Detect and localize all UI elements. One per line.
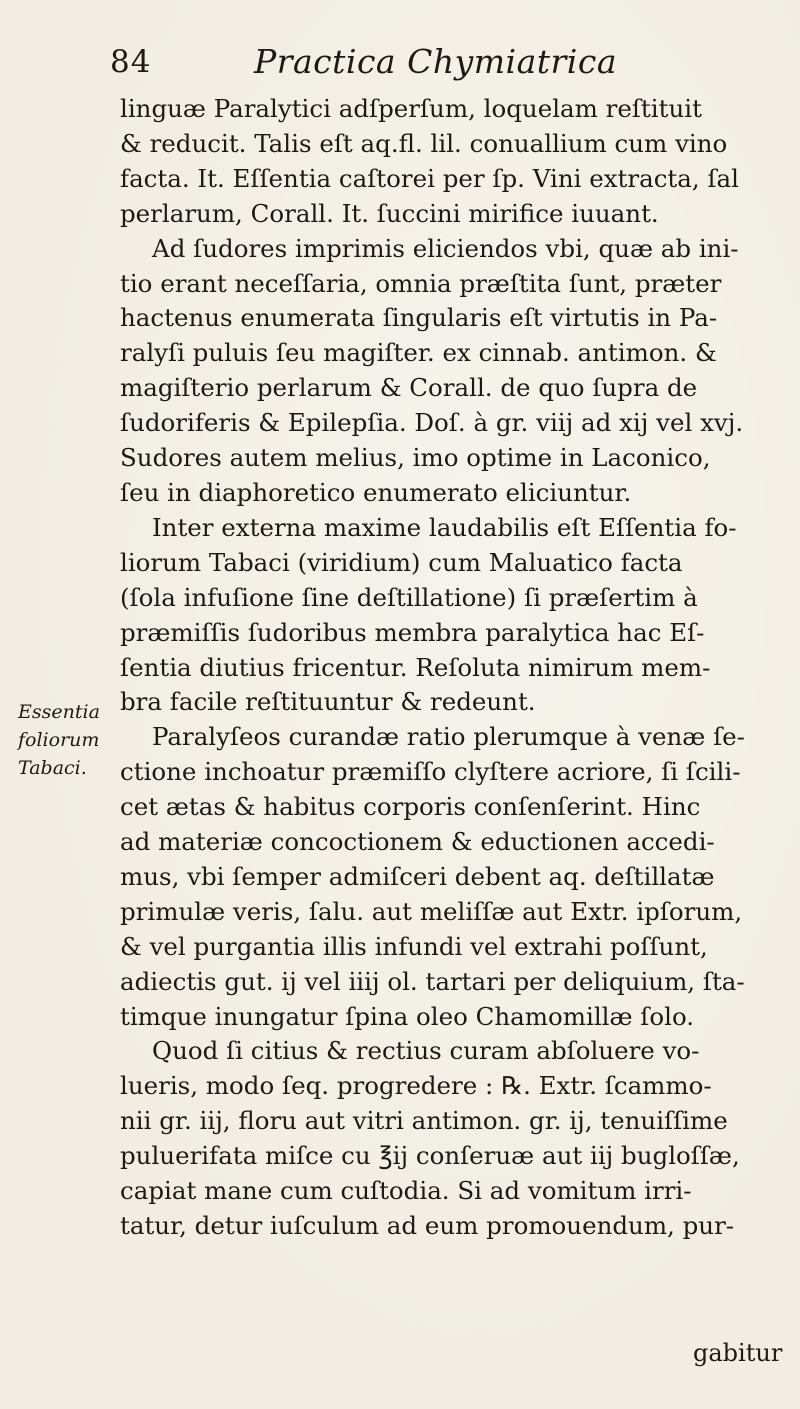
text-line: (ſola infuſione ſine deſtillatione) ſi præſertim à bbox=[120, 582, 698, 612]
text-line: magiſterio perlarum & Corall. de quo ſupra de bbox=[120, 373, 698, 403]
margin-note-line: foliorum bbox=[18, 729, 100, 751]
text-line: mus, vbi ſemper admiſceri debent aq. deſtillatæ bbox=[120, 861, 715, 891]
text-line: Inter externa maxime laudabilis eſt Eſſentia fo- bbox=[152, 512, 737, 542]
text-line: & vel purgantia illis infundi vel extrahi poſſunt, bbox=[120, 931, 708, 961]
page-header bbox=[108, 28, 768, 81]
body-text bbox=[120, 92, 760, 1244]
text-line: Paralyſeos curandæ ratio plerumque à venæ ſe- bbox=[152, 722, 745, 752]
text-line: liorum Tabaci (viridium) cum Maluatico facta bbox=[120, 547, 683, 577]
text-line: perlarum, Corall. It. ſuccini mirifice iuuant. bbox=[120, 198, 659, 228]
text-line: Ad ſudores imprimis eliciendos vbi, quæ ab ini- bbox=[152, 233, 739, 263]
text-line: primulæ veris, ſalu. aut meliſſæ aut Extr. ipſorum, bbox=[120, 896, 743, 926]
text-line: tatur, detur iuſculum ad eum promouendum, pur- bbox=[120, 1211, 735, 1240]
text-line: Sudores autem melius, imo optime in Laconico, bbox=[120, 443, 711, 473]
catchword: gabitur bbox=[693, 1339, 783, 1367]
text-line: ſeu in diaphoretico enumerato eliciuntur. bbox=[120, 477, 632, 507]
text-line: præmiſſis ſudoribus membra paralytica hac Eſ- bbox=[120, 617, 705, 647]
margin-note-line: Essentia bbox=[18, 701, 100, 723]
text-line: adiectis gut. ij vel iiij ol. tartari per deliquium, ſta- bbox=[120, 966, 745, 996]
margin-note-line: Tabaci. bbox=[18, 757, 87, 779]
text-line: puluerifata miſce cu ℥ij conſeruæ aut iij bugloſſæ, bbox=[120, 1141, 740, 1171]
running-title: Practica Chymiatrica bbox=[254, 42, 618, 81]
text-line: timque inungatur ſpina oleo Chamomillæ ſolo. bbox=[120, 1001, 695, 1031]
text-line: ſentia diutius fricentur. Reſoluta nimirum mem- bbox=[120, 652, 711, 682]
text-line: linguæ Paralytici adſperſum, loquelam reſtituit bbox=[120, 94, 702, 123]
text-line: cet ætas & habitus corporis conſenſerint. Hinc bbox=[120, 792, 701, 822]
text-line: facta. It. Eſſentia caſtorei per ſp. Vini extracta, ſal bbox=[120, 163, 739, 193]
page-number: 84 bbox=[110, 44, 152, 80]
text-line: ad materiæ concoctionem & eductionen accedi- bbox=[120, 827, 715, 857]
text-line: Quod ſi citius & rectius curam abſoluere vo- bbox=[152, 1036, 700, 1066]
text-line: capiat mane cum cuſtodia. Si ad vomitum irri- bbox=[120, 1176, 692, 1206]
text-line: lueris, modo ſeq. progredere : ℞. Extr. ſcammo- bbox=[120, 1071, 712, 1101]
text-line: bra facile reſtituuntur & redeunt. bbox=[120, 687, 536, 717]
text-line: ralyſi puluis ſeu magiſter. ex cinnab. antimon. & bbox=[120, 338, 717, 368]
margin-note bbox=[18, 698, 118, 782]
text-line: hactenus enumerata ſingularis eſt virtutis in Pa- bbox=[120, 303, 718, 333]
text-line: & reducit. Talis eſt aq.fl. lil. conuallium cum vino bbox=[120, 128, 728, 158]
text-line: ctione inchoatur præmiſſo clyſtere acriore, ſi ſcili- bbox=[120, 757, 741, 787]
text-line: ſudoriferis & Epilepſia. Doſ. à gr. viij ad xij vel xvj. bbox=[120, 408, 744, 438]
text-line: tio erant neceſſaria, omnia præſtita ſunt, præter bbox=[120, 268, 722, 298]
text-line: nii gr. iij, floru aut vitri antimon. gr. ij, tenuiſſime bbox=[120, 1106, 728, 1136]
